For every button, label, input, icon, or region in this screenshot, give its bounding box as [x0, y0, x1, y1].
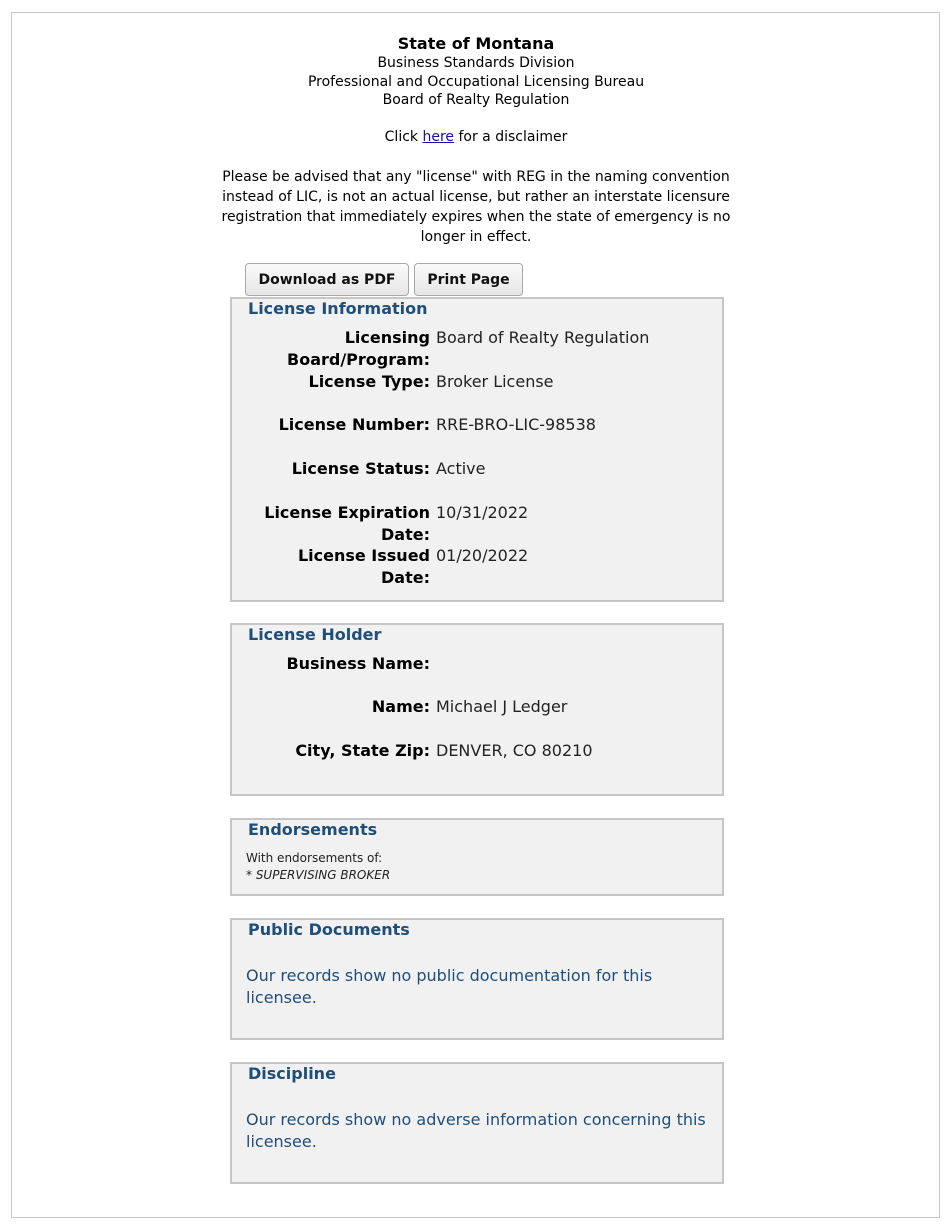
discipline-text: Our records show no adverse information concerning this licensee.: [246, 1110, 706, 1151]
license-status-value: Active: [436, 459, 486, 478]
board-program-value: Board of Realty Regulation: [436, 328, 650, 347]
state-title: State of Montana: [397, 34, 555, 53]
city-state-zip-value: DENVER, CO 80210: [436, 741, 593, 760]
license-status-label: License Status:: [291, 459, 430, 478]
issued-date-value: 01/20/2022: [436, 546, 529, 565]
license-holder-panel: [230, 623, 724, 796]
public-documents-text: Our records show no public documentation for this licensee.: [246, 966, 653, 1007]
expiration-date-value: 10/31/2022: [436, 503, 529, 522]
public-documents-panel: [230, 918, 724, 1040]
page-header: [0, 34, 952, 110]
discipline-title: Discipline: [248, 1064, 336, 1083]
license-information-panel: [230, 297, 724, 602]
bureau-name: Professional and Occupational Licensing Bureau: [307, 73, 645, 90]
board-label-line1: Licensing: [344, 328, 430, 347]
print-page-button[interactable]: Print Page: [414, 263, 523, 296]
endorsements-intro: With endorsements of:: [246, 851, 383, 865]
discipline-panel: [230, 1062, 724, 1184]
city-state-zip-label: City, State Zip:: [295, 741, 430, 760]
issued-date-label: [230, 545, 430, 589]
holder-name-label: Name:: [371, 697, 430, 716]
board-name: Board of Realty Regulation: [382, 92, 570, 108]
disclaimer-line: [0, 129, 952, 145]
board-program-label: [230, 327, 430, 371]
reg-notice: Please be advised that any "license" with REG in the naming convention instead of LIC, is not an actual license, but rather an interstate licensure registration that immediately expires when the state of emergency is no longer in effect.: [221, 169, 731, 245]
endorsement-item: * SUPERVISING BROKER: [246, 868, 391, 882]
business-name-label: Business Name:: [286, 654, 430, 673]
license-type-value: Broker License: [436, 372, 554, 391]
expiration-label-line1: License Expiration: [264, 503, 430, 522]
holder-name-value: Michael J Ledger: [436, 697, 568, 716]
download-pdf-button[interactable]: Download as PDF: [245, 263, 409, 296]
disclaimer-prefix: Click: [384, 129, 423, 145]
endorsements-title: Endorsements: [248, 820, 378, 839]
license-number-value: RRE-BRO-LIC-98538: [436, 415, 596, 434]
endorsements-panel: [230, 818, 724, 896]
public-documents-title: Public Documents: [248, 920, 410, 939]
disclaimer-link[interactable]: here: [422, 129, 455, 145]
issued-label-line2: Date:: [381, 568, 430, 587]
expiration-date-label: [230, 502, 430, 546]
disclaimer-suffix: for a disclaimer: [454, 129, 568, 145]
expiration-label-line2: Date:: [381, 525, 430, 544]
license-type-label: License Type:: [308, 372, 430, 391]
license-holder-title: License Holder: [248, 625, 382, 644]
division-name: Business Standards Division: [377, 55, 575, 71]
board-label-line2: Board/Program:: [287, 350, 430, 369]
license-number-label: License Number:: [278, 415, 430, 434]
issued-label-line1: License Issued: [297, 546, 430, 565]
license-information-title: License Information: [248, 299, 428, 318]
